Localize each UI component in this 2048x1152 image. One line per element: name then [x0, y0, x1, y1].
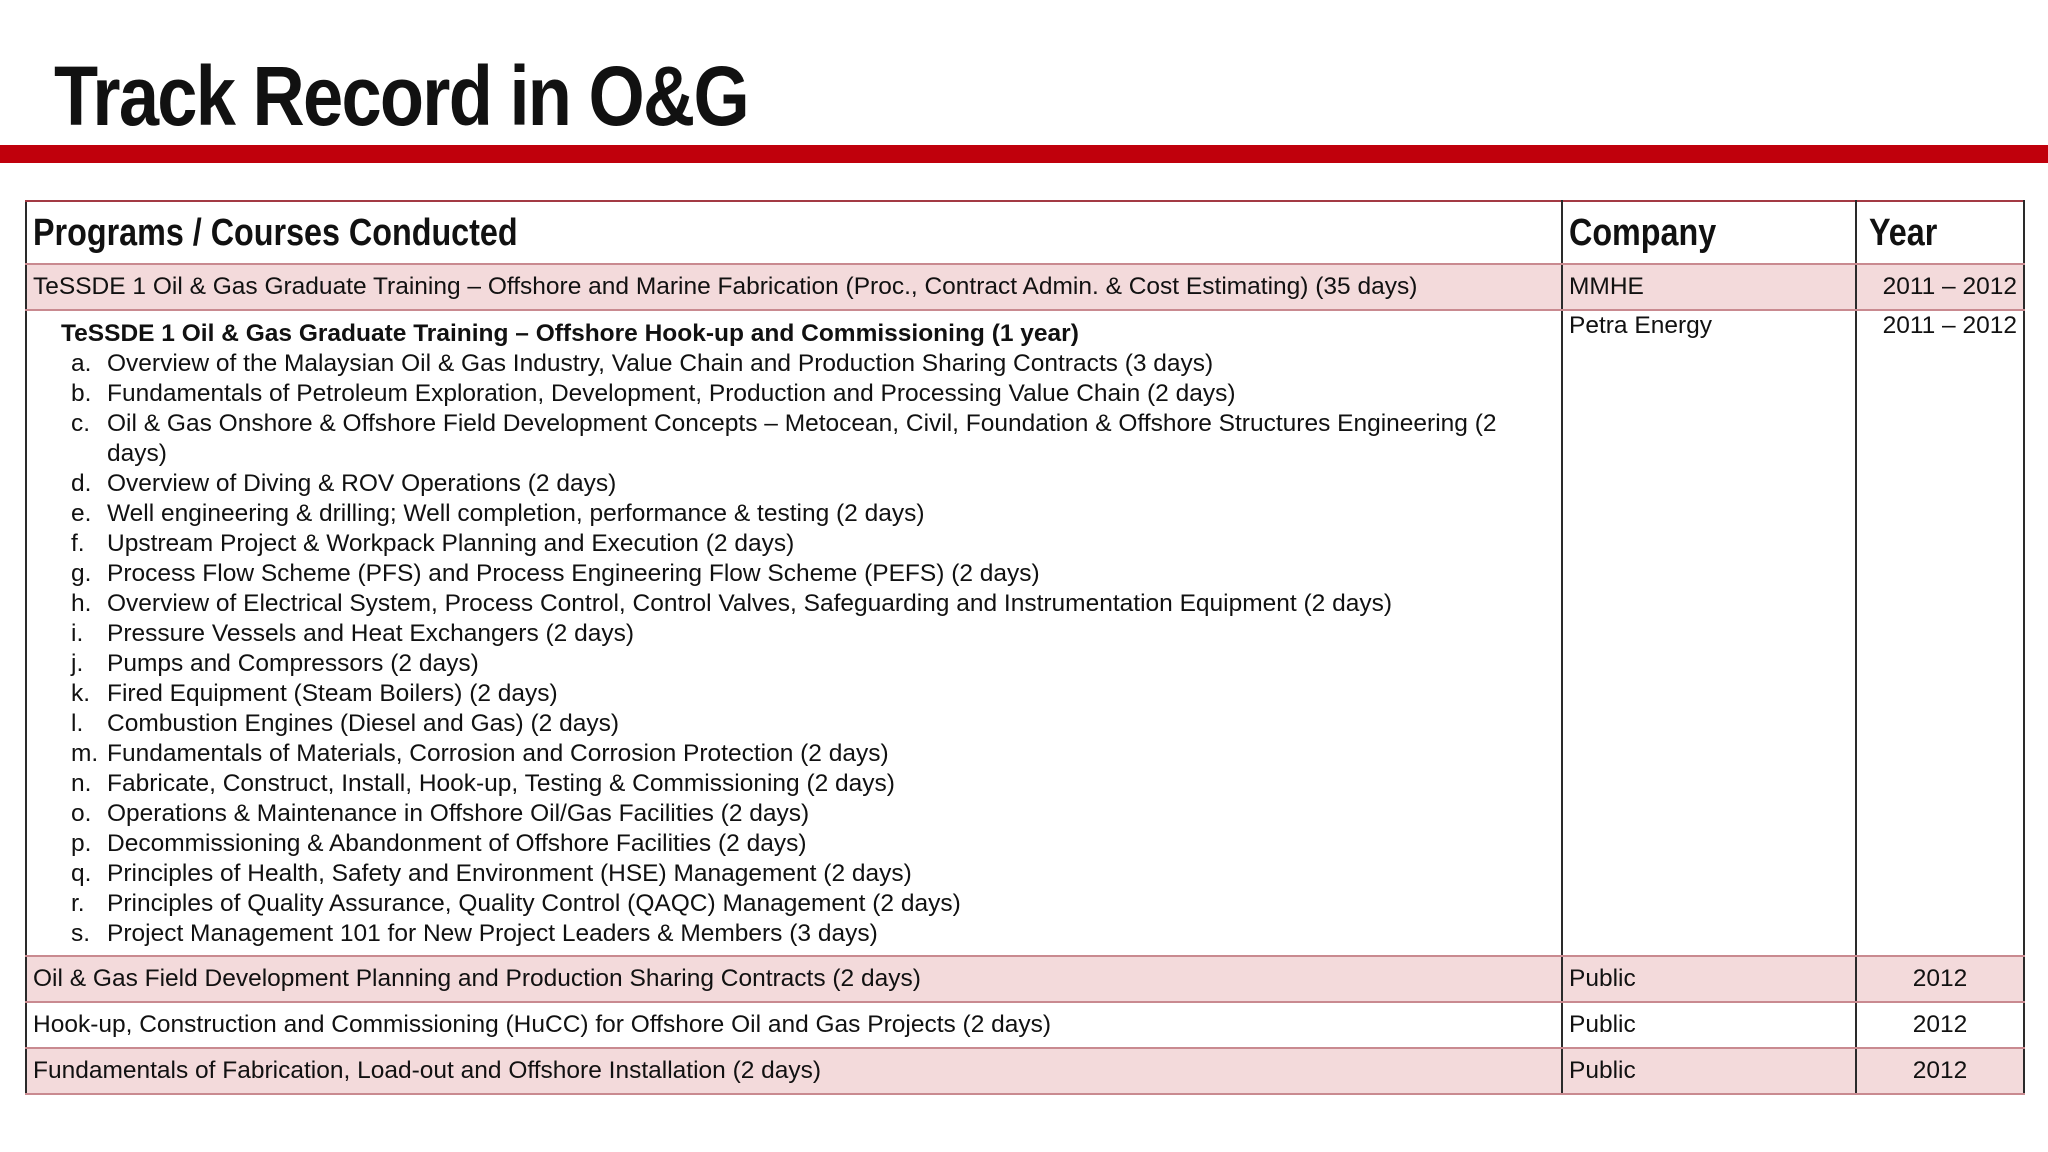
module-letter: o. [71, 800, 92, 827]
module-text: Decommissioning & Abandonment of Offshore Facilities (2 days) [107, 830, 807, 857]
module-text: Principles of Health, Safety and Environment (HSE) Management (2 days) [107, 860, 912, 887]
module-text: Pumps and Compressors (2 days) [107, 650, 479, 677]
module-letter: i. [71, 620, 84, 647]
module-item [61, 559, 1555, 589]
program-cell: Fundamentals of Fabrication, Load-out and Offshore Installation (2 days) [26, 1048, 1562, 1094]
module-letter: r. [71, 890, 85, 917]
module-letter: n. [71, 770, 92, 797]
module-text: Fundamentals of Materials, Corrosion and Corrosion Protection (2 days) [107, 740, 889, 767]
module-item [61, 409, 1555, 469]
module-item [61, 679, 1555, 709]
module-item [61, 769, 1555, 799]
module-letter: g. [71, 560, 92, 587]
module-item [61, 529, 1555, 559]
module-letter: q. [71, 860, 92, 887]
module-list [61, 349, 1555, 949]
module-item [61, 919, 1555, 949]
module-item [61, 589, 1555, 619]
module-letter: m. [71, 740, 99, 767]
header-company: Company [1562, 201, 1856, 264]
table-header-row [26, 201, 2024, 264]
module-letter: b. [71, 380, 92, 407]
module-text: Fired Equipment (Steam Boilers) (2 days) [107, 680, 558, 707]
table-row [26, 310, 2024, 956]
module-letter: e. [71, 500, 92, 527]
module-letter: p. [71, 830, 92, 857]
year-cell: 2011 – 2012 [1856, 264, 2024, 310]
year-cell: 2012 [1856, 1002, 2024, 1048]
module-text: Upstream Project & Workpack Planning and Execution (2 days) [107, 530, 795, 557]
year-cell: 2012 [1856, 1048, 2024, 1094]
module-letter: k. [71, 680, 91, 707]
program-title: TeSSDE 1 Oil & Gas Graduate Training – Offshore Hook-up and Commissioning (1 year) [61, 320, 1079, 347]
module-item [61, 829, 1555, 859]
module-text: Overview of the Malaysian Oil & Gas Industry, Value Chain and Production Sharing Contracts (3 days) [107, 350, 1214, 377]
module-text: Fabricate, Construct, Install, Hook-up, Testing & Commissioning (2 days) [107, 770, 895, 797]
module-text: Principles of Quality Assurance, Quality Control (QAQC) Management (2 days) [107, 890, 961, 917]
module-letter: l. [71, 710, 84, 737]
module-item [61, 499, 1555, 529]
track-record-table [25, 200, 2025, 1095]
header-programs: Programs / Courses Conducted [26, 201, 1562, 264]
year-cell: 2012 [1856, 956, 2024, 1002]
module-text: Combustion Engines (Diesel and Gas) (2 days) [107, 710, 620, 737]
header-year: Year [1856, 201, 2024, 264]
module-item [61, 709, 1555, 739]
module-text: Fundamentals of Petroleum Exploration, Development, Production and Processing Value Chain (2 days) [107, 380, 1236, 407]
module-text: Process Flow Scheme (PFS) and Process Engineering Flow Scheme (PEFS) (2 days) [107, 560, 1040, 587]
module-item [61, 379, 1555, 409]
company-cell: Petra Energy [1562, 310, 1856, 956]
program-cell [26, 310, 1562, 956]
module-item [61, 619, 1555, 649]
table-row [26, 956, 2024, 1002]
module-item [61, 349, 1555, 379]
page-title: Track Record in O&G [54, 49, 748, 143]
module-text: Operations & Maintenance in Offshore Oil/Gas Facilities (2 days) [107, 800, 810, 827]
module-letter: h. [71, 590, 92, 617]
module-item [61, 799, 1555, 829]
table-row [26, 1002, 2024, 1048]
company-cell: Public [1562, 1048, 1856, 1094]
module-letter: a. [71, 350, 92, 377]
program-cell: TeSSDE 1 Oil & Gas Graduate Training – Offshore and Marine Fabrication (Proc., Contract Admin. & Cost Estimating) (35 days) [26, 264, 1562, 310]
program-cell: Oil & Gas Field Development Planning and Production Sharing Contracts (2 days) [26, 956, 1562, 1002]
module-item [61, 469, 1555, 499]
module-letter: d. [71, 470, 92, 497]
module-letter: j. [71, 650, 84, 677]
module-text: Overview of Electrical System, Process Control, Control Valves, Safeguarding and Instrumentation Equipment (2 days) [107, 590, 1393, 617]
module-letter: f. [71, 530, 85, 557]
module-letter: c. [71, 410, 91, 437]
module-text: Oil & Gas Onshore & Offshore Field Development Concepts – Metocean, Civil, Foundation & Offshore Structures Engineering (2 days) [107, 410, 1497, 467]
program-cell: Hook-up, Construction and Commissioning (HuCC) for Offshore Oil and Gas Projects (2 days) [26, 1002, 1562, 1048]
company-cell: MMHE [1562, 264, 1856, 310]
module-text: Overview of Diving & ROV Operations (2 days) [107, 470, 617, 497]
company-cell: Public [1562, 1002, 1856, 1048]
module-item [61, 859, 1555, 889]
year-cell: 2011 – 2012 [1856, 310, 2024, 956]
table-row [26, 1048, 2024, 1094]
module-letter: s. [71, 920, 91, 947]
module-text: Well engineering & drilling; Well completion, performance & testing (2 days) [107, 500, 925, 527]
module-item [61, 889, 1555, 919]
module-item [61, 649, 1555, 679]
module-text: Pressure Vessels and Heat Exchangers (2 days) [107, 620, 635, 647]
module-item [61, 739, 1555, 769]
module-text: Project Management 101 for New Project Leaders & Members (3 days) [107, 920, 878, 947]
title-divider [0, 145, 2048, 163]
table-row [26, 264, 2024, 310]
company-cell: Public [1562, 956, 1856, 1002]
